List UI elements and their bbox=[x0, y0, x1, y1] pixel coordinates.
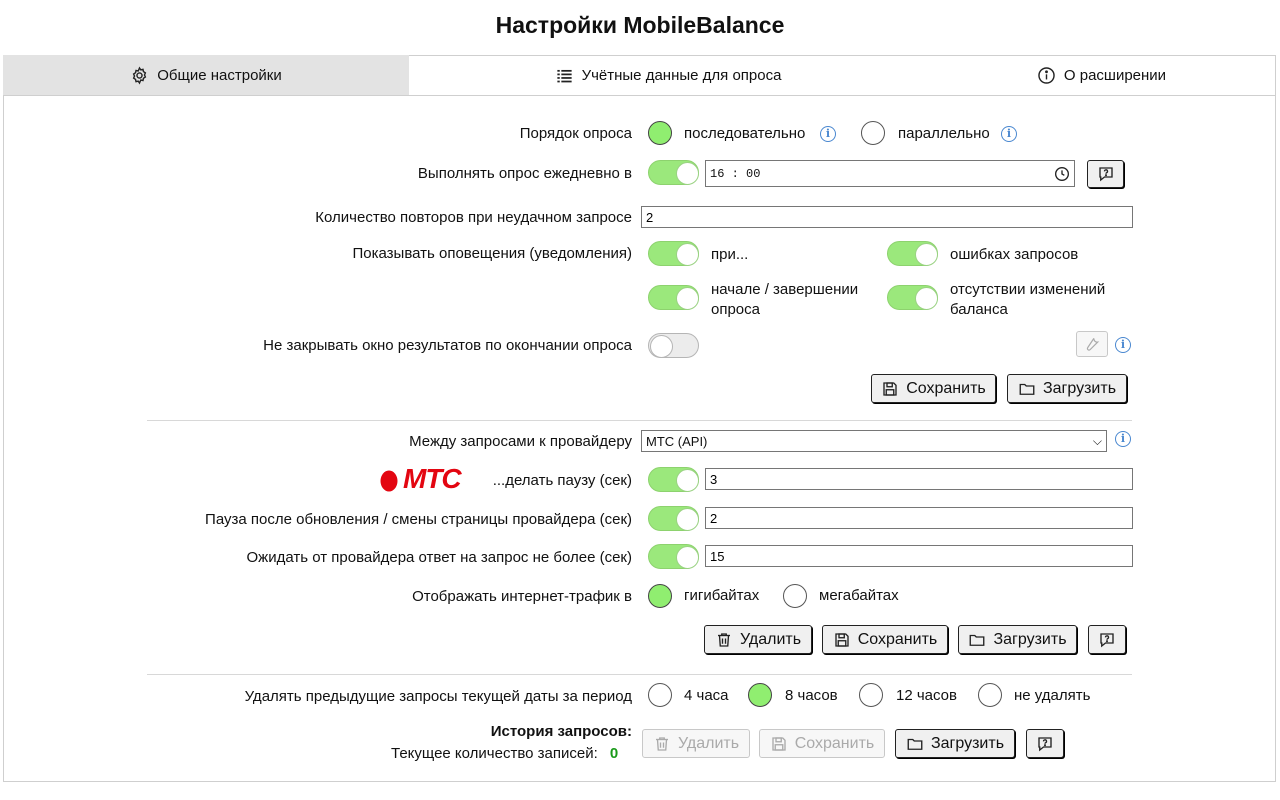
notify-on-label: при... bbox=[711, 246, 749, 263]
tab-about[interactable] bbox=[927, 55, 1276, 95]
trash-icon bbox=[715, 631, 733, 649]
wait-label: Ожидать от провайдера ответ на запрос не более (сек) bbox=[246, 549, 632, 566]
daily-poll-label: Выполнять опрос ежедневно в bbox=[417, 165, 632, 182]
help-icon bbox=[1036, 735, 1054, 753]
record-count-text: Текущее количество записей: bbox=[391, 745, 598, 762]
traffic-mb-radio[interactable] bbox=[783, 584, 807, 608]
provider-delete-label: Удалить bbox=[739, 630, 802, 648]
info-circle-icon bbox=[1037, 66, 1056, 85]
wrench-button[interactable] bbox=[1076, 331, 1108, 357]
period-never-radio[interactable] bbox=[978, 683, 1002, 707]
history-delete-button[interactable] bbox=[642, 729, 750, 758]
wrench-icon bbox=[1083, 335, 1101, 353]
section-divider bbox=[147, 674, 1132, 675]
keep-open-label: Не закрывать окно результатов по окончании опроса bbox=[263, 337, 632, 354]
provider-delete-button[interactable] bbox=[704, 625, 812, 654]
history-load-button[interactable] bbox=[895, 729, 1015, 758]
notify-errors-toggle[interactable] bbox=[887, 241, 938, 266]
floppy-icon bbox=[770, 735, 788, 753]
traffic-label: Отображать интернет-трафик в bbox=[412, 588, 632, 605]
refresh-pause-toggle[interactable] bbox=[648, 506, 699, 531]
poll-order-sequential-radio[interactable] bbox=[648, 121, 672, 145]
period-12h-radio[interactable] bbox=[859, 683, 883, 707]
delete-period-label: Удалять предыдущие запросы текущей даты за период bbox=[244, 688, 632, 705]
help-icon bbox=[1097, 165, 1115, 183]
provider-load-button[interactable] bbox=[958, 625, 1077, 654]
provider-select[interactable] bbox=[641, 430, 1107, 452]
folder-icon bbox=[1018, 380, 1036, 398]
retries-input[interactable] bbox=[641, 206, 1133, 228]
list-icon bbox=[555, 66, 574, 85]
floppy-icon bbox=[881, 380, 899, 398]
refresh-pause-input[interactable] bbox=[705, 507, 1133, 529]
daily-help-button[interactable] bbox=[1087, 160, 1124, 188]
provider-save-label: Сохранить bbox=[857, 630, 938, 648]
period-12h-label: 12 часов bbox=[896, 687, 957, 704]
history-delete-label: Удалить bbox=[677, 734, 740, 752]
notify-start-finish-toggle[interactable] bbox=[648, 285, 699, 310]
period-4h-radio[interactable] bbox=[648, 683, 672, 707]
tab-credentials[interactable] bbox=[409, 55, 927, 95]
provider-save-button[interactable] bbox=[822, 625, 948, 654]
mts-logo-text: МТС bbox=[403, 463, 461, 494]
chevron-down-icon: ⌵ bbox=[1092, 433, 1102, 448]
general-save-button[interactable] bbox=[871, 374, 996, 403]
tab-general-label: Общие настройки bbox=[157, 66, 282, 84]
gear-icon bbox=[130, 66, 149, 85]
folder-icon bbox=[906, 735, 924, 753]
daily-poll-toggle[interactable] bbox=[648, 160, 699, 185]
page-title: Настройки MobileBalance bbox=[495, 12, 785, 38]
folder-icon bbox=[968, 631, 986, 649]
info-icon[interactable]: i bbox=[1001, 126, 1017, 142]
pause-label: ...делать паузу (сек) bbox=[492, 472, 632, 489]
mts-egg-icon bbox=[380, 466, 398, 492]
poll-order-parallel-radio[interactable] bbox=[861, 121, 885, 145]
history-load-label: Загрузить bbox=[930, 734, 1005, 752]
wait-toggle[interactable] bbox=[648, 544, 699, 569]
info-icon[interactable]: i bbox=[1115, 431, 1131, 447]
general-load-button[interactable] bbox=[1007, 374, 1127, 403]
general-save-label: Сохранить bbox=[906, 379, 986, 397]
info-icon[interactable]: i bbox=[820, 126, 836, 142]
poll-order-label: Порядок опроса bbox=[519, 125, 632, 142]
clock-icon[interactable] bbox=[1054, 166, 1070, 182]
trash-icon bbox=[653, 735, 671, 753]
daily-time-input[interactable] bbox=[705, 160, 1075, 187]
traffic-gb-radio[interactable] bbox=[648, 584, 672, 608]
refresh-pause-label: Пауза после обновления / смены страницы провайдера (сек) bbox=[205, 511, 632, 528]
daily-time-value: 16 : 00 bbox=[710, 167, 761, 181]
period-8h-label: 8 часов bbox=[785, 687, 838, 704]
history-title: История запросов: bbox=[490, 723, 632, 740]
tab-credentials-label: Учётные данные для опроса bbox=[581, 66, 782, 84]
poll-order-parallel-label: параллельно bbox=[898, 125, 990, 142]
record-count-label bbox=[391, 745, 618, 762]
history-help-button[interactable] bbox=[1026, 729, 1064, 758]
mts-logo bbox=[380, 463, 461, 494]
notify-start-finish-label: начале / завершении опроса bbox=[711, 281, 859, 318]
retries-label: Количество повторов при неудачном запросе bbox=[315, 209, 632, 226]
info-icon[interactable]: i bbox=[1115, 337, 1131, 353]
tab-general[interactable] bbox=[3, 55, 409, 95]
floppy-icon bbox=[833, 631, 851, 649]
tab-about-label: О расширении bbox=[1063, 66, 1167, 84]
period-never-label: не удалять bbox=[1014, 687, 1091, 704]
tab-bar bbox=[3, 55, 1276, 96]
history-save-button[interactable] bbox=[759, 729, 885, 758]
traffic-mb-label: мегабайтах bbox=[819, 587, 899, 604]
pause-input[interactable] bbox=[705, 468, 1133, 490]
period-4h-label: 4 часа bbox=[684, 687, 729, 704]
period-8h-radio[interactable] bbox=[748, 683, 772, 707]
section-divider bbox=[147, 420, 1132, 421]
notifications-label: Показывать оповещения (уведомления) bbox=[352, 245, 632, 262]
history-save-label: Сохранить bbox=[794, 734, 875, 752]
wait-input[interactable] bbox=[705, 545, 1133, 567]
general-load-label: Загрузить bbox=[1042, 379, 1117, 397]
keep-open-toggle[interactable] bbox=[648, 333, 699, 358]
provider-load-label: Загрузить bbox=[993, 630, 1067, 648]
traffic-gb-label: гигибайтах bbox=[684, 587, 760, 604]
pause-toggle[interactable] bbox=[648, 467, 699, 492]
notify-no-change-label: отсутствии изменений баланса bbox=[950, 281, 1106, 318]
notify-no-change-toggle[interactable] bbox=[887, 285, 938, 310]
settings-panel bbox=[3, 55, 1276, 782]
notify-errors-label: ошибках запросов bbox=[950, 246, 1079, 263]
notify-on-toggle[interactable] bbox=[648, 241, 699, 266]
poll-order-sequential-label: последовательно bbox=[684, 125, 806, 142]
provider-help-button[interactable] bbox=[1088, 625, 1126, 654]
between-requests-label: Между запросами к провайдеру bbox=[409, 433, 632, 450]
record-count-value: 0 bbox=[609, 745, 619, 762]
help-icon bbox=[1098, 631, 1116, 649]
provider-select-value: МТС (API) bbox=[646, 433, 708, 449]
